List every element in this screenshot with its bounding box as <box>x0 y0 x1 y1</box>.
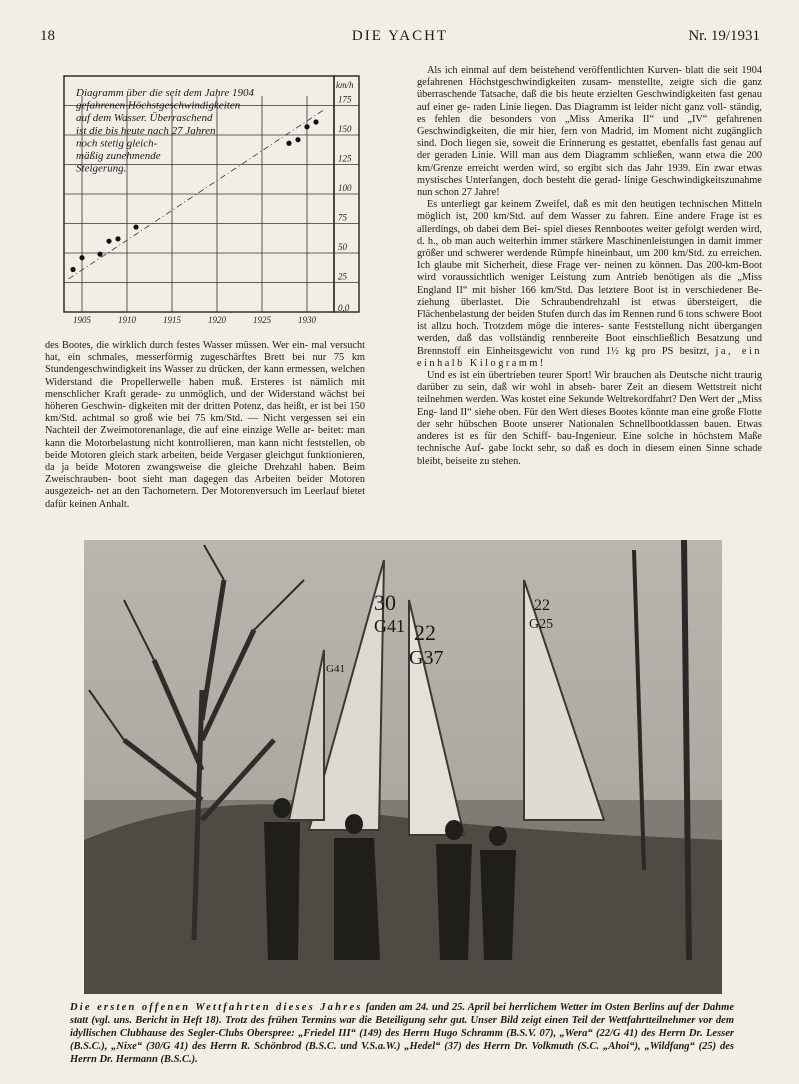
data-point <box>304 124 309 129</box>
chart-title-line: Steigerung. <box>76 162 127 175</box>
chart-title-line: mäßig zunehmende <box>76 150 161 162</box>
chart-title-line: Diagramm über die seit dem Jahre 1904 <box>76 87 255 99</box>
sail-number: G41 <box>374 616 405 636</box>
speed-diagram <box>56 68 360 326</box>
sail-number: G25 <box>529 617 554 632</box>
regatta-photo <box>84 540 722 994</box>
x-tick-label: 1925 <box>253 315 271 325</box>
unit-label: km/h <box>336 80 354 90</box>
chart-title-line: auf dem Wasser. Überraschend <box>76 112 213 125</box>
y-tick-label: 175 <box>338 94 352 105</box>
y-tick-label: 150 <box>338 124 352 134</box>
magazine-title: DIE YACHT <box>351 28 449 44</box>
data-point <box>106 239 111 244</box>
y-tick-label: 0,0 <box>338 303 350 313</box>
sail-number: G41 <box>326 663 345 675</box>
y-tick-label: 25 <box>338 271 347 282</box>
regatta-photo-illustration <box>84 540 722 994</box>
y-tick-label: 50 <box>338 242 347 252</box>
data-point <box>79 255 84 260</box>
photo-caption <box>70 1001 734 1066</box>
page-number: 18 <box>40 28 55 44</box>
data-point <box>295 137 300 142</box>
sail-number: G37 <box>409 647 444 669</box>
right-paragraph-3: Und es ist ein übertrieben teurer Sport! Wir brauchen als Deutsche nicht traurig darüber zu sein, daß wir wohl in abseh- barer Zeit an diesem Wettstreit nicht teilnehmen werden. Was kostet eine Sekunde Weltrekordfahrt? Den Wert der „Miss Eng- land II“ siehe oben. Für den Wert dieses Bootes könnte man eine große Flotte der sehr hübschen Boote unserer Nationalen Schnellbootklassen bauen. Etwas anderes ist es für den Schiff- bau-Ingenieur. Eine solche in höchstem Maße technische Auf- gabe lockt sehr, so daß es doch in diesem einen Sinne schade bleibt, beiseite zu stehen. <box>417 370 762 467</box>
x-tick-label: 1930 <box>298 315 316 325</box>
caption-text: fanden am 24. und 25. April bei herrlichem Wetter im Osten Berlins auf der Dahme statt (vgl. uns. Bericht in Heft 18). Trotz des frühen Termins war die Beteiligung sehr gut. Unser Bild zeigt einen Teil der Wettfahrtteilnehmer vor dem idyllischen Clubhause des Segler-Clubs Oberspree: „Friedel III“ (149) des Herrn Hugo Schramm (B.S.V. 07), „Wera“ (22/G 41) des Herrn Dr. Lesser (B.S.C.), „Nixe“ (30/G 41) des Herrn R. Schönbrod (B.S.C. und V.S.a.W.) „Hedel“ (37) des Herrn Dr. Volkmuth (S.C. „Ahoi“), „Wildfang“ (25) des Herrn Dr. Hermann (B.S.C.). <box>70 1002 734 1065</box>
left-paragraph: des Bootes, die wirklich durch festes Wasser müssen. Wer ein- mal versucht hat, ein schmales, messerförmig zugeschärftes Brett bei nur 75 km Stundengeschwindigkeit ins Wasser zu drücken, der kann ermessen, welchen Widerstand die Propellerwelle haben muß. Ersteres ist nämlich mit menschlicher Kraft gerade- zu unmöglich, und der Widerstand wächst bei höheren Geschwin- digkeiten mit der dritten Potenz, das heißt, er ist bei 150 km/Std. achtmal so groß wie bei 75 km/Std. — Nicht vergessen sei ein Nachteil der Zweimotorenanlage, die auf eine einzige Welle ar- beitet: man kann die Motorbelastung nicht kontrollieren, man kann nicht feststellen, ob beide Motoren gleich stark arbeiten, beide Vergaser gleichgut funktionieren, da ja beide Motoren zwangsweise die gleiche Drehzahl haben. Beim Zweischrauben- boot sieht man dagegen das Arbeiten beider Motoren ausgezeich- net an den Tachometern. Der Motorenversuch im Leerlauf bietet dafür keinen Anhalt. <box>45 340 365 510</box>
data-point <box>115 236 120 241</box>
left-column <box>45 340 365 511</box>
speed-diagram-svg <box>56 68 360 326</box>
chart-title-line: noch stetig gleich- <box>76 137 158 150</box>
x-tick-label: 1910 <box>118 315 136 325</box>
y-tick-label: 125 <box>338 153 352 164</box>
chart-title-line: ist die bis heute nach 27 Jahren <box>76 124 216 137</box>
right-paragraph-2 <box>417 199 762 370</box>
sail-number: 22 <box>534 597 550 614</box>
sail-number: 30 <box>374 590 396 615</box>
right-paragraph-2-text: Es unterliegt gar keinem Zweifel, daß es mit den heutigen technischen Mitteln möglich ist, 200 km/Std. auf dem Wasser zu fahren. Eine andere Frage ist es allerdings, ob dabei dem Bei- spiel dieses Rennbootes weiter gefolgt werden wird, d. h., ob man auch weiterhin immer stärkere Maschinenleistungen in damit immer größer und schwerer werdende Rümpfe hineinbaut, um 200 km/Std. zu erreichen. Ich glaube mit Sicherheit, diese Frage ver- neinen zu können. Das 200-km-Boot wird voraussichtlich weniger Leistung zum Antrieb benötigen als die „Miss England II“ mit bisher 166 km/Std. Das letztere Boot ist in verschiedener Be- ziehung überlastet. Die Schraubendrehzahl ist etwas übersteigert, die Flächenbelastung der beiden Stufen durch das im Rennen rund 6 tons schwere Boot ist allzu hoch. Trotzdem möge die interes- sante Feststellung nicht übergangen werden, daß das vollständig rennbereite Boot einschließlich Besatzung und Brennstoff ein Einheitsgewicht von rund 1½ kg pro PS besitzt, <box>417 199 762 357</box>
page-header <box>40 28 760 52</box>
right-paragraph-2-emphasis: ja, ein einhalb Kilogramm! <box>417 345 762 369</box>
right-column <box>417 65 762 468</box>
data-point <box>97 252 102 257</box>
right-paragraph-1: Als ich einmal auf dem beistehend veröffentlichten Kurven- blatt die seit 1904 gefahrenen Höchstgeschwindigkeiten zusam- menstellte, zeigte sich die ganz überraschende Tatsache, daß die bis heute erzielten Geschwindigkeiten fast genau auf einer ge- raden Linie liegen. Das Diagramm ist leider nicht ganz voll- ständig, es fehlen die besonders von „Miss Amerika II“ und „IV“ gefahrenen Geschwindigkeiten, die mir hier, fern von Madrid, im Moment nicht zugänglich sind. Doch liegen sie, soweit die Erinnerung es gestattet, ebenfalls fast genau auf der geraden Linie. Will man aus dem Diagramm schließen, wann etwa die 200 km/Grenze erreicht werden wird, so ergibt sich das Jahr 1939. Ein zwar etwas mystisches Unterfangen, doch besteht die gerad- linige Geschwindigkeitszunahme nun schon 27 Jahre! <box>417 65 762 199</box>
sail-number: 22 <box>414 620 436 645</box>
data-point <box>313 119 318 124</box>
caption-lead: Die ersten offenen Wettfahrten dieses Jahres <box>70 1002 363 1013</box>
data-point <box>70 267 75 272</box>
x-tick-label: 1915 <box>163 315 181 325</box>
y-tick-label: 75 <box>338 212 347 223</box>
data-point <box>133 224 138 229</box>
issue-number: Nr. 19/1931 <box>688 28 760 44</box>
x-tick-label: 1905 <box>73 315 91 325</box>
chart-title-line: gefahrenen Höchstgeschwindigkeiten <box>76 99 241 112</box>
x-tick-label: 1920 <box>208 315 226 325</box>
y-tick-label: 100 <box>338 183 352 193</box>
